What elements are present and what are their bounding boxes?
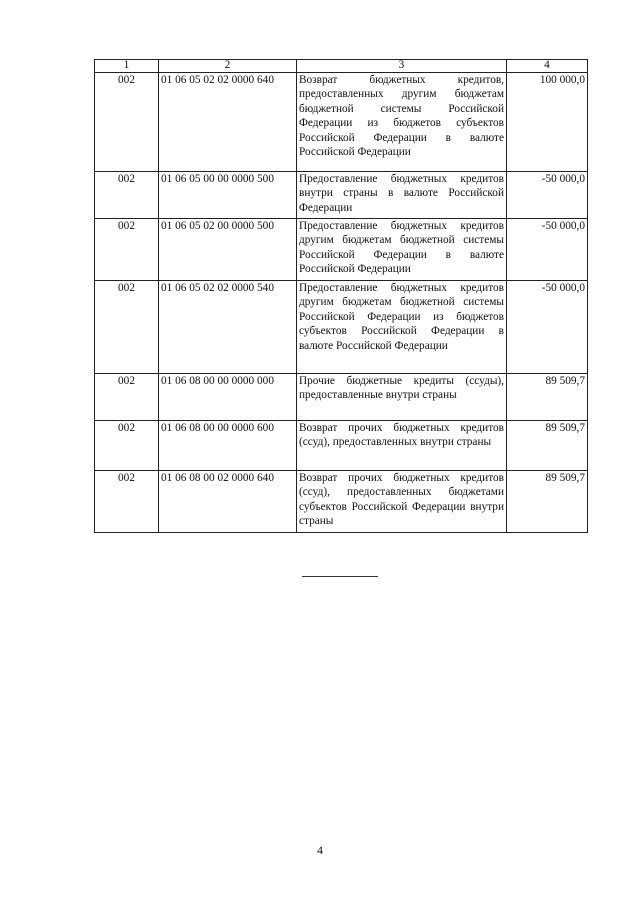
table-row	[95, 172, 588, 219]
amount: 89 509,7	[507, 374, 588, 421]
budget-classification-code: 01 06 08 00 00 0000 600	[159, 421, 297, 471]
amount: 89 509,7	[507, 471, 588, 533]
admin-code: 002	[95, 172, 159, 219]
budget-classification-code: 01 06 05 00 00 0000 500	[159, 172, 297, 219]
source-name: Возврат прочих бюджетных кредитов (ссуд), предоставленных внутри страны	[297, 421, 507, 471]
admin-code: 002	[95, 471, 159, 533]
budget-classification-code: 01 06 05 02 02 0000 540	[159, 281, 297, 374]
amount: -50 000,0	[507, 172, 588, 219]
source-name: Предоставление бюджетных кредитов другим бюджетам бюджетной системы Российской Федерации из бюджетов субъектов Российской Федерации в валюте Российской Федерации	[297, 281, 507, 374]
column-number: 1	[95, 60, 159, 73]
budget-classification-code: 01 06 05 02 00 0000 500	[159, 219, 297, 281]
table-row	[95, 421, 588, 471]
budget-sources-table	[94, 59, 588, 533]
budget-classification-code: 01 06 05 02 02 0000 640	[159, 73, 297, 172]
table-row	[95, 73, 588, 172]
source-name: Прочие бюджетные кредиты (ссуды), предоставленные внутри страны	[297, 374, 507, 421]
admin-code: 002	[95, 73, 159, 172]
page-number: 4	[317, 843, 323, 857]
source-name: Возврат бюджетных кредитов, предоставленных другим бюджетам бюджетной системы Российской Федерации из бюджетов субъектов Российской Федерации в валюте Российской Федерации	[297, 73, 507, 172]
source-name: Предоставление бюджетных кредитов внутри страны в валюте Российской Федерации	[297, 172, 507, 219]
column-number: 2	[159, 60, 297, 73]
amount: -50 000,0	[507, 281, 588, 374]
table-row	[95, 471, 588, 533]
amount: 89 509,7	[507, 421, 588, 471]
admin-code: 002	[95, 374, 159, 421]
admin-code: 002	[95, 219, 159, 281]
table-row	[95, 281, 588, 374]
amount: -50 000,0	[507, 219, 588, 281]
column-number: 3	[297, 60, 507, 73]
admin-code: 002	[95, 421, 159, 471]
amount: 100 000,0	[507, 73, 588, 172]
admin-code: 002	[95, 281, 159, 374]
source-name: Предоставление бюджетных кредитов другим бюджетам бюджетной системы Российской Федерации в валюте Российской Федерации	[297, 219, 507, 281]
budget-classification-code: 01 06 08 00 00 0000 000	[159, 374, 297, 421]
column-number: 4	[507, 60, 588, 73]
table-row	[95, 219, 588, 281]
table-row	[95, 374, 588, 421]
source-name: Возврат прочих бюджетных кредитов (ссуд), предоставленных бюджетами субъектов Российской Федерации внутри страны	[297, 471, 507, 533]
budget-classification-code: 01 06 08 00 02 0000 640	[159, 471, 297, 533]
column-number-row	[95, 60, 588, 73]
end-separator-line	[302, 576, 378, 577]
